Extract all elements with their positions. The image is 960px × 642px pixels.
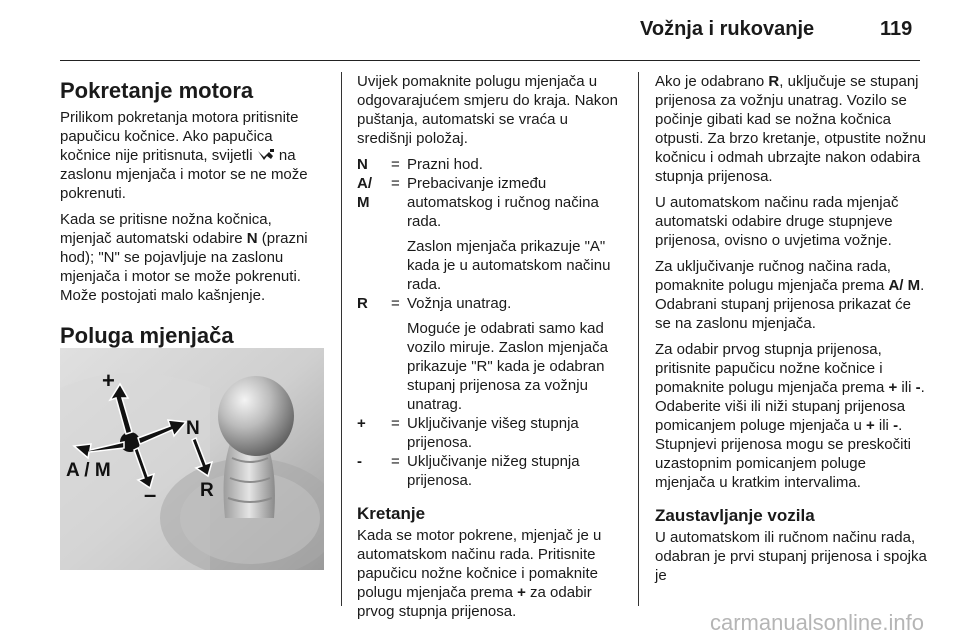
list-item: - = Uključivanje nižeg stupnja prijenosa. <box>357 453 580 489</box>
paragraph-start-2: Kada se pritisne nožna kočnica, mjenjač automatski odabire N (prazni hod); "N" se pojavljuje na zaslonu mjenjača i motor se može pokrenuti. Može postojati malo kašnjenje. <box>60 211 308 304</box>
paragraph-reverse: Ako je odabrano R, uključuje se stupanj prijenosa za vožnju unatrag. Vozilo se počinje gibati kad se nožna kočnica otpusti. Za brzo kretanje, otpustite nožnu kočnicu i odmah ubrzajte nakon odabira stupnja prijenosa. <box>655 73 926 185</box>
figure-label-r: R <box>200 480 214 501</box>
column-divider-1 <box>341 72 342 606</box>
paragraph-auto-mode: U automatskom načinu rada mjenjač automatski odabire druge stupnjeve prijenosa, ovisno o uvjetima vožnje. <box>655 194 899 249</box>
paragraph-lever-intro: Uvijek pomaknite polugu mjenjača u odgovarajućem smjeru do kraja. Nakon puštanja, automatski se vraća u središnji položaj. <box>357 73 618 147</box>
list-item: A/ M = Prebacivanje između automatskog i ručnog načina rada. Zaslon mjenjača prikazuje "A" kada je u automatskom načinu rada. <box>357 175 611 293</box>
header-title: Vožnja i rukovanje <box>640 18 815 40</box>
paragraph-first-gear: Za odabir prvog stupnja prijenosa, pritisnite papučicu nožne kočnice i pomaknite polugu mjenjača prema + ili -. Odaberite viši ili niži stupanj prijenosa pomicanjem poluge mjenjača u + ili -. Stupnjevi prijenosa mogu se preskočiti uzastopnim pomicanjem poluge mjenjača u kratkim intervalima. <box>655 341 925 491</box>
gear-lever-illustration <box>60 348 324 570</box>
figure-label-am: A / M <box>66 460 111 481</box>
list-item: N = Prazni hod. <box>357 156 483 173</box>
paragraph-start-1: Prilikom pokretanja motora pritisnite papučicu kočnice. Ako papučica kočnice nije pritisnuta, svijetli na zaslonu mjenjača i motor se ne može pokrenuti. <box>60 109 308 202</box>
header-rule <box>60 60 920 61</box>
heading-gear-lever: Poluga mjenjača <box>60 323 234 348</box>
heading-engine-start: Pokretanje motora <box>60 78 254 103</box>
heading-stopping: Zaustavljanje vozila <box>655 506 815 525</box>
figure-label-plus: + <box>102 368 115 393</box>
column-divider-2 <box>638 72 639 606</box>
figure-label-minus: – <box>144 482 157 507</box>
paragraph-manual-mode: Za uključivanje ručnog načina rada, pomaknite polugu mjenjača prema A/ M. Odabrani stupanj prijenosa prikazat će se na zaslonu mjenjača. <box>655 258 925 332</box>
list-item: + = Uključivanje višeg stupnja prijenosa. <box>357 415 579 451</box>
paragraph-driving-off: Kada se motor pokrene, mjenjač je u automatskom načinu rada. Pritisnite papučicu nožne kočnice i pomaknite polugu mjenjača prema + za odabir prvog stupnja prijenosa. <box>357 527 602 620</box>
page-number: 119 <box>880 18 913 40</box>
heading-driving-off: Kretanje <box>357 504 426 523</box>
paragraph-stopping: U automatskom ili ručnom načinu rada, odabran je prvi stupanj prijenosa i spojka je <box>655 529 927 584</box>
column-3 <box>655 72 927 592</box>
footer-watermark: carmanualsonline.info <box>709 610 924 635</box>
figure-label-n: N <box>186 418 200 439</box>
gear-position-list <box>357 155 627 490</box>
column-2 <box>357 72 627 628</box>
list-item: R = Vožnja unatrag. Moguće je odabrati samo kad vozilo miruje. Zaslon mjenjača prikazuje "R" kada je odabran stupanj prijenosa za vožnju unatrag. <box>357 295 608 413</box>
foot-on-brake-icon <box>257 147 275 164</box>
column-1 <box>60 72 326 353</box>
